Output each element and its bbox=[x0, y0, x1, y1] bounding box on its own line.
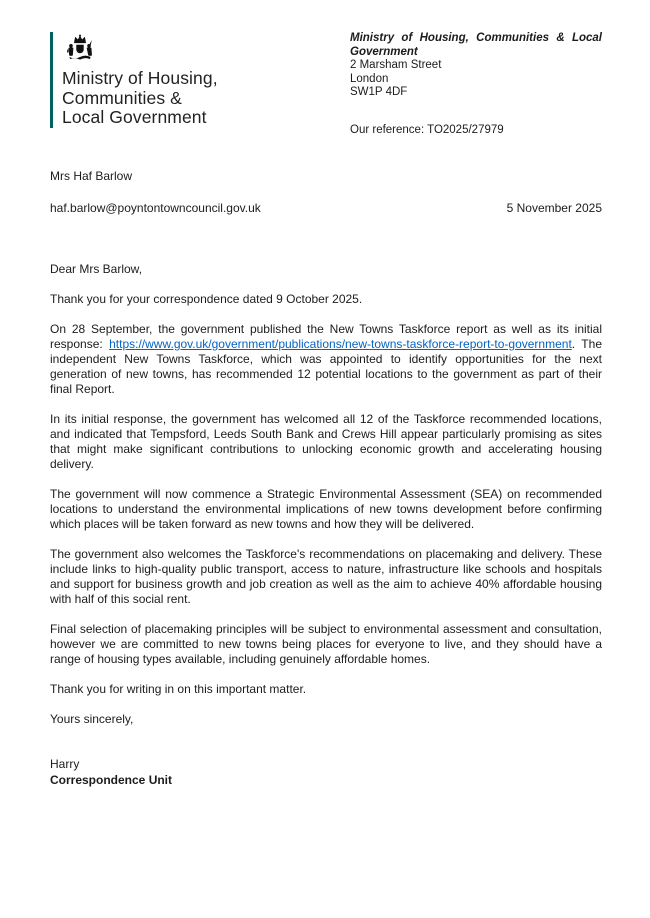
paragraph-thanks: Thank you for your correspondence dated 9 October 2025. bbox=[50, 292, 363, 306]
sender-address-line: London bbox=[350, 72, 389, 85]
sender-address-line: 2 Marsham Street bbox=[350, 59, 442, 71]
letter-date: 5 November 2025 bbox=[506, 201, 602, 215]
recipient-name: Mrs Haf Barlow bbox=[50, 169, 133, 183]
sender-address-block bbox=[350, 32, 602, 137]
paragraph-sea: The government will now commence a Strategic Environmental Assessment (SEA) on recommended locations to understand the environmental implications of new towns development before confirming which places will be taken forward as new towns and how they will be delivered. bbox=[50, 487, 602, 531]
recipient-email: haf.barlow@poyntontowncouncil.gov.uk bbox=[50, 201, 261, 215]
sender-org-name: Ministry of Housing, Communities & Local Government bbox=[350, 32, 602, 58]
salutation: Dear Mrs Barlow, bbox=[50, 262, 143, 276]
letterhead bbox=[50, 32, 602, 137]
logo-org-line: Communities & bbox=[62, 87, 182, 108]
signatory-title: Correspondence Unit bbox=[50, 772, 173, 787]
reference-number: Our reference: TO2025/27979 bbox=[350, 123, 504, 136]
sender-address-line: SW1P 4DF bbox=[350, 86, 408, 98]
paragraph-text: . The independent New Towns Taskforce, which was appointed to identify opportunities for the next generation of new towns, has recommended 12 potential locations to the government as part of their final Report. bbox=[50, 337, 602, 396]
logo-accent-bar bbox=[50, 32, 53, 128]
logo-org-line: Ministry of Housing, bbox=[62, 68, 218, 88]
paragraph-taskforce-report bbox=[50, 322, 602, 397]
royal-coat-of-arms-icon bbox=[63, 34, 97, 65]
paragraph-initial-response: In its initial response, the government has welcomed all 12 of the Taskforce recommended locations, and indicated that Tempsford, Leeds South Bank and Crews Hill appear particularly promising as sites that might make significant contributions to unlocking economic growth and accelerating housing delivery. bbox=[50, 412, 602, 471]
valediction: Yours sincerely, bbox=[50, 712, 134, 726]
paragraph-text: On 28 September, the government published the New Towns Taskforce report as well as its initial response: bbox=[50, 322, 602, 351]
taskforce-report-link[interactable]: https://www.gov.uk/government/publications/new-towns-taskforce-report-to-government bbox=[109, 337, 572, 351]
mhclg-logo bbox=[50, 32, 218, 128]
logo-org-line: Local Government bbox=[62, 107, 207, 127]
paragraph-placemaking: The government also welcomes the Taskforce's recommendations on placemaking and delivery. These include links to high-quality public transport, access to nature, infrastructure like schools and hospitals and support for business growth and job creation as well as the aim to achieve 40% affordable housing with half of this social rent. bbox=[50, 547, 602, 606]
logo-content bbox=[62, 32, 218, 128]
email-date-row bbox=[50, 201, 602, 216]
signatory-name: Harry bbox=[50, 757, 80, 771]
paragraph-final-selection: Final selection of placemaking principles will be subject to environmental assessment and consultation, however we are committed to new towns being places for everyone to live, and they should have a range of housing types available, including genuinely affordable homes. bbox=[50, 622, 602, 666]
paragraph-closing-thanks: Thank you for writing in on this important matter. bbox=[50, 682, 307, 696]
signature-block bbox=[50, 757, 602, 788]
